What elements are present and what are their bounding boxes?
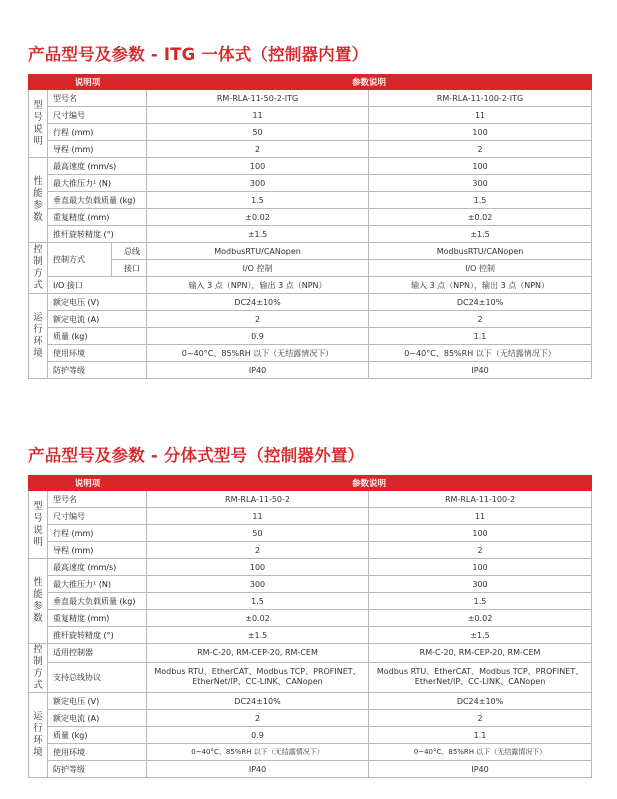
cell-value: 100 [369, 559, 592, 576]
cell-value: 300 [147, 175, 369, 192]
group-model: 型 号 说 明 [29, 491, 48, 559]
row-label: 额定电流 (A) [48, 710, 147, 727]
cell-value: 2 [369, 141, 592, 158]
cell-value: 300 [147, 576, 369, 593]
row-label: 防护等级 [48, 362, 147, 379]
model-value-1: RM-RLA-11-50-2-ITG [147, 90, 369, 107]
cell-value: Modbus RTU、EtherCAT、Modbus TCP、PROFINET、EtherNet/IP、CC-LINK、CANopen [369, 662, 592, 693]
cell-value: Modbus RTU、EtherCAT、Modbus TCP、PROFINET、EtherNet/IP、CC-LINK、CANopen [147, 662, 369, 693]
cell-value: 2 [369, 710, 592, 727]
cell-value: DC24±10% [147, 693, 369, 710]
cell-value: 输入 3 点（NPN），输出 3 点（NPN） [369, 277, 592, 294]
header-item: 说明项 [29, 75, 147, 90]
cell-value: 2 [147, 710, 369, 727]
row-label: 尺寸编号 [48, 508, 147, 525]
row-label: 控制方式 [48, 243, 112, 277]
row-label: 支持总线协议 [48, 662, 147, 693]
cell-value: ±0.02 [369, 610, 592, 627]
cell-value: I/O 控制 [369, 260, 592, 277]
cell-value: 50 [147, 525, 369, 542]
row-label: 额定电压 (V) [48, 693, 147, 710]
header-params: 参数说明 [147, 476, 592, 491]
row-label: 垂直最大负载质量 (kg) [48, 593, 147, 610]
cell-value: RM-C-20, RM-CEP-20, RM-CEM [369, 644, 592, 663]
cell-value: 2 [369, 542, 592, 559]
cell-value: 0.9 [147, 727, 369, 744]
row-label: 垂直最大负载质量 (kg) [48, 192, 147, 209]
section2-title: 产品型号及参数 - 分体式型号（控制器外置） [28, 446, 365, 465]
cell-value: 1.5 [147, 593, 369, 610]
cell-value: ±1.5 [147, 627, 369, 644]
cell-value: 0~40°C、85%RH 以下（无结露情况下） [369, 345, 592, 362]
row-label: 质量 (kg) [48, 328, 147, 345]
row-label: 重复精度 (mm) [48, 209, 147, 226]
row-label: 导程 (mm) [48, 141, 147, 158]
section2-spec-table [28, 475, 592, 778]
cell-value: 2 [147, 141, 369, 158]
cell-value: 100 [147, 559, 369, 576]
row-label: 重复精度 (mm) [48, 610, 147, 627]
cell-value: 1.5 [147, 192, 369, 209]
row-label: 使用环境 [48, 744, 147, 761]
cell-value: 2 [147, 542, 369, 559]
cell-value: 1.5 [369, 593, 592, 610]
row-label: 型号名 [48, 491, 147, 508]
row-label: 行程 (mm) [48, 525, 147, 542]
row-label: 型号名 [48, 90, 147, 107]
cell-value: IP40 [147, 761, 369, 778]
cell-value: ModbusRTU/CANopen [369, 243, 592, 260]
group-performance: 性 能 参 数 [29, 158, 48, 243]
cell-value: 11 [147, 508, 369, 525]
row-label: 质量 (kg) [48, 727, 147, 744]
row-label: 推杆旋转精度 (°) [48, 627, 147, 644]
row-label: 最高速度 (mm/s) [48, 158, 147, 175]
cell-value: ±1.5 [369, 226, 592, 243]
sub-label-interface: 接口 [112, 260, 147, 277]
row-label: 适用控制器 [48, 644, 147, 663]
row-label: I/O 接口 [48, 277, 147, 294]
cell-value: 100 [369, 124, 592, 141]
cell-value: 2 [369, 311, 592, 328]
cell-value: IP40 [369, 761, 592, 778]
cell-value: ±1.5 [147, 226, 369, 243]
section1-spec-table [28, 74, 592, 379]
row-label: 最高速度 (mm/s) [48, 559, 147, 576]
cell-value: 0~40°C、85%RH 以下（无结露情况下） [369, 744, 592, 761]
cell-value: 300 [369, 175, 592, 192]
cell-value: RM-C-20, RM-CEP-20, RM-CEM [147, 644, 369, 663]
cell-value: 300 [369, 576, 592, 593]
cell-value: 0.9 [147, 328, 369, 345]
row-label: 导程 (mm) [48, 542, 147, 559]
row-label: 尺寸编号 [48, 107, 147, 124]
header-params: 参数说明 [147, 75, 592, 90]
cell-value: 1.5 [369, 192, 592, 209]
cell-value: 11 [147, 107, 369, 124]
section1-title: 产品型号及参数 - ITG 一体式（控制器内置） [28, 45, 369, 64]
cell-value: 100 [369, 158, 592, 175]
row-label: 防护等级 [48, 761, 147, 778]
group-control: 控 制 方 式 [29, 644, 48, 693]
cell-value: 0~40°C、85%RH 以下（无结露情况下） [147, 744, 369, 761]
model-value-2: RM-RLA-11-100-2 [369, 491, 592, 508]
group-env: 运 行 环 境 [29, 693, 48, 778]
cell-value: ModbusRTU/CANopen [147, 243, 369, 260]
header-item: 说明项 [29, 476, 147, 491]
cell-value: ±0.02 [147, 209, 369, 226]
row-label: 额定电压 (V) [48, 294, 147, 311]
group-performance: 性 能 参 数 [29, 559, 48, 644]
cell-value: 50 [147, 124, 369, 141]
cell-value: 11 [369, 508, 592, 525]
sub-label-bus: 总线 [112, 243, 147, 260]
cell-value: 1.1 [369, 328, 592, 345]
row-label: 推杆旋转精度 (°) [48, 226, 147, 243]
row-label: 最大推压力¹ (N) [48, 576, 147, 593]
row-label: 行程 (mm) [48, 124, 147, 141]
cell-value: IP40 [147, 362, 369, 379]
cell-value: DC24±10% [369, 294, 592, 311]
cell-value: 1.1 [369, 727, 592, 744]
cell-value: 100 [369, 525, 592, 542]
row-label: 额定电流 (A) [48, 311, 147, 328]
cell-value: 11 [369, 107, 592, 124]
cell-value: ±0.02 [147, 610, 369, 627]
group-model: 型 号 说 明 [29, 90, 48, 158]
cell-value: 100 [147, 158, 369, 175]
cell-value: DC24±10% [369, 693, 592, 710]
cell-value: 2 [147, 311, 369, 328]
row-label: 最大推压力¹ (N) [48, 175, 147, 192]
model-value-2: RM-RLA-11-100-2-ITG [369, 90, 592, 107]
model-value-1: RM-RLA-11-50-2 [147, 491, 369, 508]
cell-value: IP40 [369, 362, 592, 379]
cell-value: I/O 控制 [147, 260, 369, 277]
cell-value: 0~40°C、85%RH 以下（无结露情况下） [147, 345, 369, 362]
cell-value: DC24±10% [147, 294, 369, 311]
group-control: 控 制 方 式 [29, 243, 48, 294]
cell-value: 输入 3 点（NPN），输出 3 点（NPN） [147, 277, 369, 294]
cell-value: ±1.5 [369, 627, 592, 644]
group-env: 运 行 环 境 [29, 294, 48, 379]
row-label: 使用环境 [48, 345, 147, 362]
cell-value: ±0.02 [369, 209, 592, 226]
